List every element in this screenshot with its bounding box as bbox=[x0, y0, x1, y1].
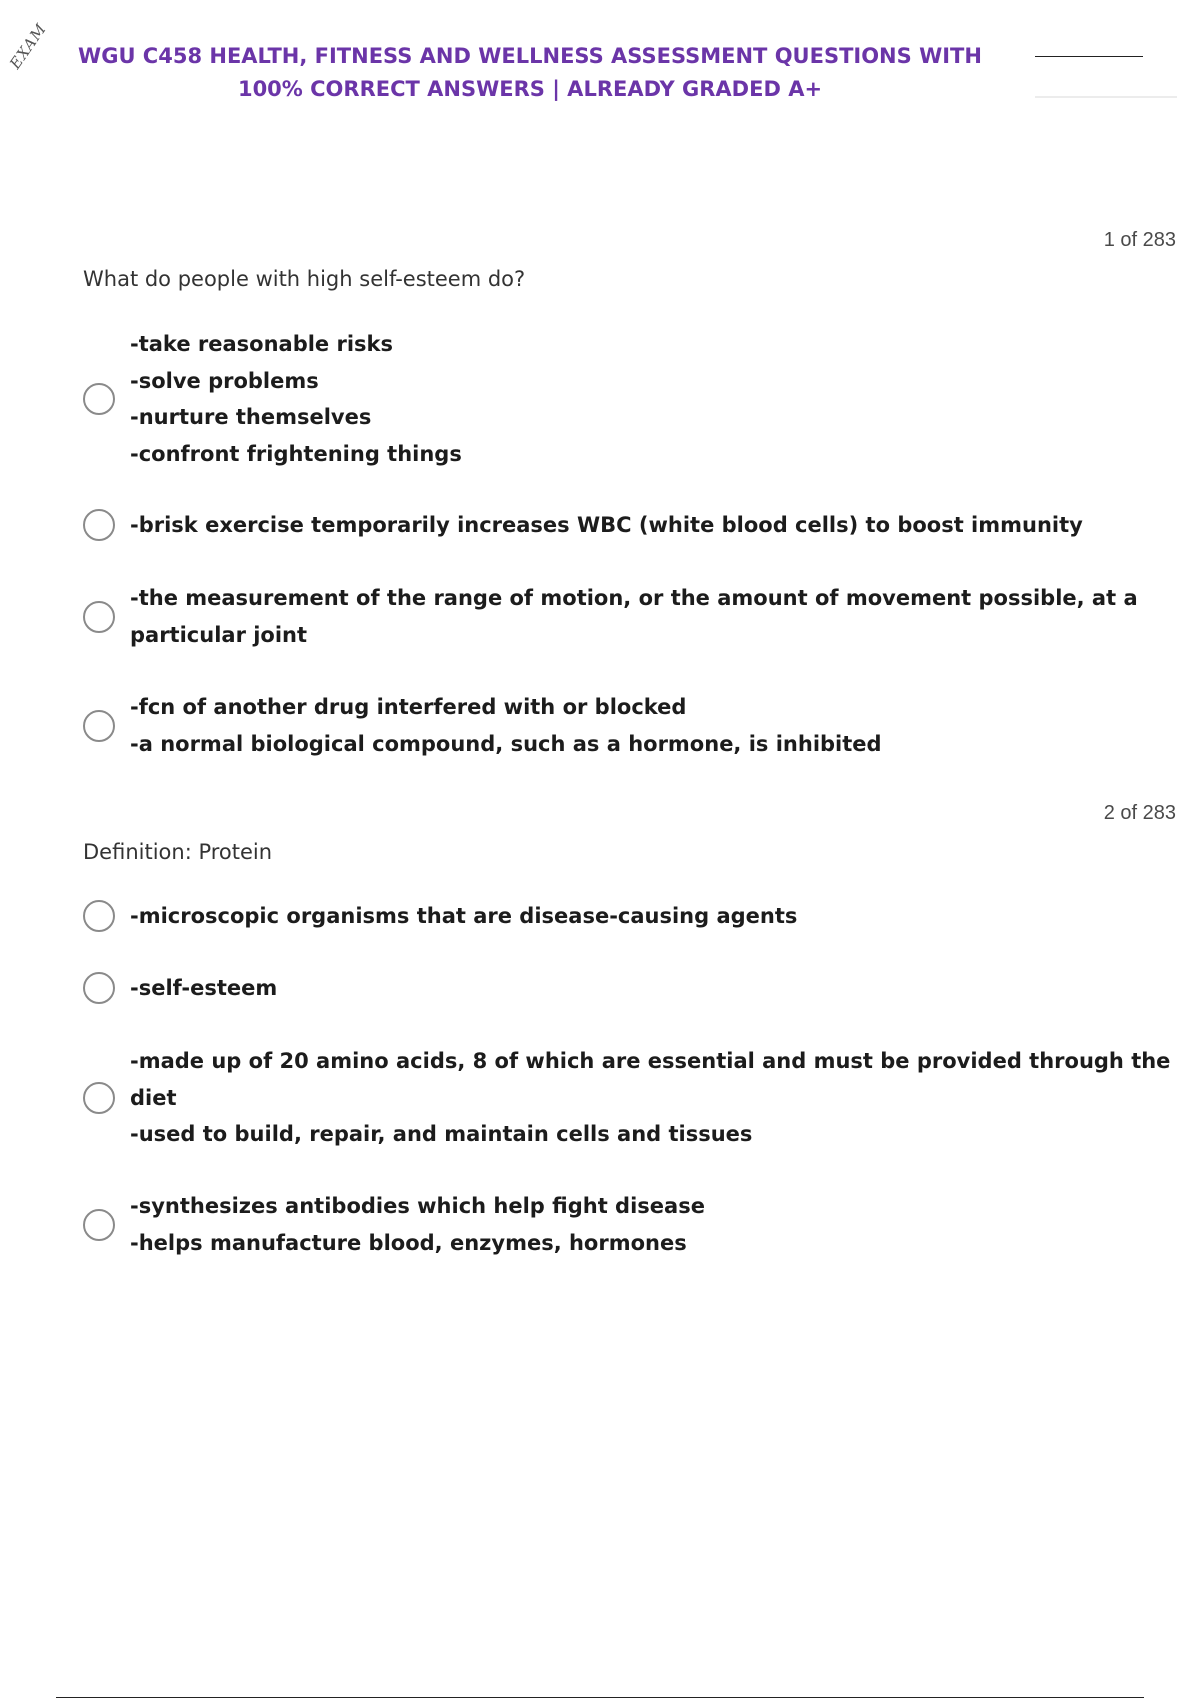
radio-button[interactable] bbox=[83, 900, 115, 932]
option-text: -the measurement of the range of motion, or the amount of movement possible, at a particular joint bbox=[130, 586, 1138, 647]
question-counter: 1 of 283 bbox=[1103, 229, 1176, 251]
answer-option-2[interactable] bbox=[83, 970, 1133, 1007]
answer-option-1[interactable] bbox=[83, 898, 1133, 935]
title-line-1: WGU C458 HEALTH, FITNESS AND WELLNESS ASSESSMENT QUESTIONS WITH bbox=[78, 44, 982, 68]
radio-button[interactable] bbox=[83, 509, 115, 541]
option-text: -synthesizes antibodies which help fight disease -helps manufacture blood, enzymes, hormones bbox=[130, 1194, 705, 1255]
option-text: -fcn of another drug interfered with or blocked -a normal biological compound, such as a hormone, is inhibited bbox=[130, 695, 882, 756]
exam-watermark: EXAM bbox=[6, 19, 51, 73]
option-text: -self-esteem bbox=[130, 976, 278, 1000]
question-counter: 2 of 283 bbox=[1103, 802, 1176, 824]
footer-rule bbox=[56, 1697, 1144, 1698]
answer-option-4[interactable] bbox=[83, 1188, 1133, 1261]
answer-option-3[interactable] bbox=[83, 580, 1138, 653]
radio-button[interactable] bbox=[83, 383, 115, 415]
answer-option-2[interactable] bbox=[83, 507, 1133, 544]
radio-button[interactable] bbox=[83, 972, 115, 1004]
header-rule-light bbox=[1035, 96, 1177, 98]
option-text: -brisk exercise temporarily increases WBC (white blood cells) to boost immunity bbox=[130, 513, 1083, 537]
answer-option-4[interactable] bbox=[83, 689, 1133, 762]
question-prompt: What do people with high self-esteem do? bbox=[83, 267, 526, 291]
option-text: -microscopic organisms that are disease-causing agents bbox=[130, 904, 798, 928]
answer-option-1[interactable] bbox=[83, 326, 1133, 472]
header-rule-dark bbox=[1035, 56, 1143, 57]
answer-option-3[interactable] bbox=[83, 1043, 1171, 1153]
radio-button[interactable] bbox=[83, 1082, 115, 1114]
question-prompt: Definition: Protein bbox=[83, 840, 273, 864]
option-text: -made up of 20 amino acids, 8 of which are essential and must be provided through the diet -used to build, repair, and maintain cells and tissues bbox=[130, 1049, 1171, 1146]
title-line-2: 100% CORRECT ANSWERS | ALREADY GRADED A+ bbox=[237, 77, 823, 101]
radio-button[interactable] bbox=[83, 601, 115, 633]
radio-button[interactable] bbox=[83, 1209, 115, 1241]
radio-button[interactable] bbox=[83, 710, 115, 742]
document-title bbox=[60, 40, 1000, 106]
option-text: -take reasonable risks -solve problems -nurture themselves -confront frightening things bbox=[130, 332, 462, 466]
